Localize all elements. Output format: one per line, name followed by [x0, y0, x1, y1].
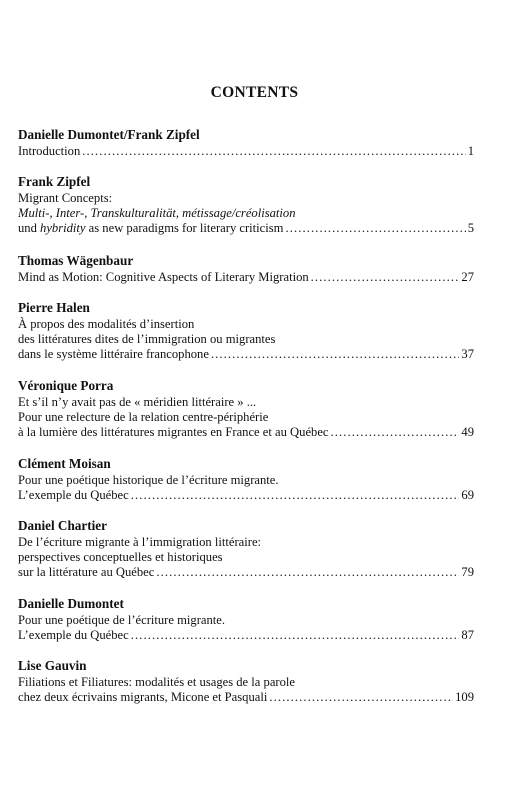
entry-author: Véronique Porra — [18, 378, 114, 393]
entry-title-line: Pour une relecture de la relation centre-périphérie — [18, 410, 269, 425]
entry-title-italic: Multi-, Inter-, Transkulturalität, métissage/créolisation — [18, 206, 296, 221]
entry-author: Danielle Dumontet — [18, 596, 124, 611]
page-number: 27 — [461, 270, 474, 284]
dot-leader — [82, 144, 465, 159]
entry-author: Clément Moisan — [18, 456, 111, 471]
page-number: 69 — [461, 488, 474, 503]
entry-title-line: perspectives conceptuelles et historiques — [18, 550, 223, 565]
toc-entry-migrant-concepts[interactable] — [18, 174, 474, 237]
entry-title-part: as new paradigms for literary criticism — [85, 221, 284, 236]
dot-leader — [211, 347, 459, 362]
entry-title-line: À propos des modalités d’insertion — [18, 317, 195, 331]
page-title: CONTENTS — [210, 84, 299, 101]
dot-leader — [131, 488, 460, 503]
dot-leader — [311, 270, 460, 285]
toc-entry-filiations[interactable] — [18, 658, 474, 705]
entry-title-line — [18, 347, 474, 362]
entry-author: Thomas Wägenbaur — [18, 253, 134, 268]
entry-title-italic: hybridity — [40, 221, 86, 236]
entry-title-line: Filiations et Filiatures: modalités et usages de la parole — [18, 675, 296, 689]
entry-title-line: Migrant Concepts: — [18, 191, 113, 205]
page-number: 79 — [461, 565, 474, 580]
entry-title-line: des littératures dites de l’immigration ou migrantes — [18, 332, 276, 347]
toc-entry-introduction[interactable] — [18, 127, 474, 159]
entry-title-line: De l’écriture migrante à l’immigration littéraire: — [18, 535, 262, 549]
entry-author: Danielle Dumontet/Frank Zipfel — [18, 127, 200, 142]
toc-entry-mind-as-motion[interactable] — [18, 253, 474, 285]
entry-author: Frank Zipfel — [18, 174, 91, 189]
entry-title: dans le système littéraire francophone — [18, 347, 209, 362]
entry-title-line — [18, 488, 474, 503]
page-number: 49 — [461, 425, 474, 440]
entry-title: sur la littérature au Québec — [18, 565, 155, 580]
entry-author: Pierre Halen — [18, 300, 90, 315]
entry-title: L’exemple du Québec — [18, 628, 129, 643]
entry-author: Lise Gauvin — [18, 658, 87, 673]
entry-title-line — [18, 144, 474, 159]
toc-entry-poetique-historique[interactable] — [18, 456, 474, 503]
entry-title: Introduction — [18, 144, 81, 158]
dot-leader — [269, 690, 453, 705]
toc-entry-a-propos[interactable] — [18, 300, 474, 363]
page-number: 1 — [467, 144, 474, 158]
entry-title-line — [18, 565, 474, 580]
dot-leader — [331, 425, 460, 440]
entry-title-line — [18, 690, 474, 705]
entry-title: L’exemple du Québec — [18, 488, 129, 503]
entry-title: chez deux écrivains migrants, Micone et Pasquali — [18, 690, 268, 705]
entry-title — [18, 221, 283, 236]
page-number: 87 — [461, 628, 474, 643]
entry-title-line: Et s’il n’y avait pas de « méridien littéraire » ... — [18, 395, 257, 409]
entry-title-line — [18, 206, 474, 221]
entry-title-line: Pour une poétique de l’écriture migrante. — [18, 613, 226, 627]
entry-title-line — [18, 425, 474, 440]
page-number: 37 — [461, 347, 474, 362]
entry-title-line — [18, 221, 474, 236]
dot-leader — [285, 221, 465, 236]
toc-entry-meridien-litteraire[interactable] — [18, 378, 474, 441]
dot-leader — [156, 565, 459, 580]
dot-leader — [131, 628, 460, 643]
entry-title-line: Pour une poétique historique de l’écriture migrante. — [18, 473, 279, 487]
toc-entry-poetique-ecriture-migrante[interactable] — [18, 596, 474, 643]
page-number: 109 — [455, 690, 474, 705]
entry-title-line — [18, 628, 474, 643]
entry-title-line — [18, 270, 474, 285]
toc-entry-ecriture-migrante[interactable] — [18, 518, 474, 581]
entry-title-part: und — [18, 221, 41, 236]
entry-author: Daniel Chartier — [18, 518, 107, 533]
entry-title: Mind as Motion: Cognitive Aspects of Literary Migration — [18, 270, 309, 284]
page-number: 5 — [467, 221, 474, 236]
entry-title: à la lumière des littératures migrantes en France et au Québec — [18, 425, 329, 440]
